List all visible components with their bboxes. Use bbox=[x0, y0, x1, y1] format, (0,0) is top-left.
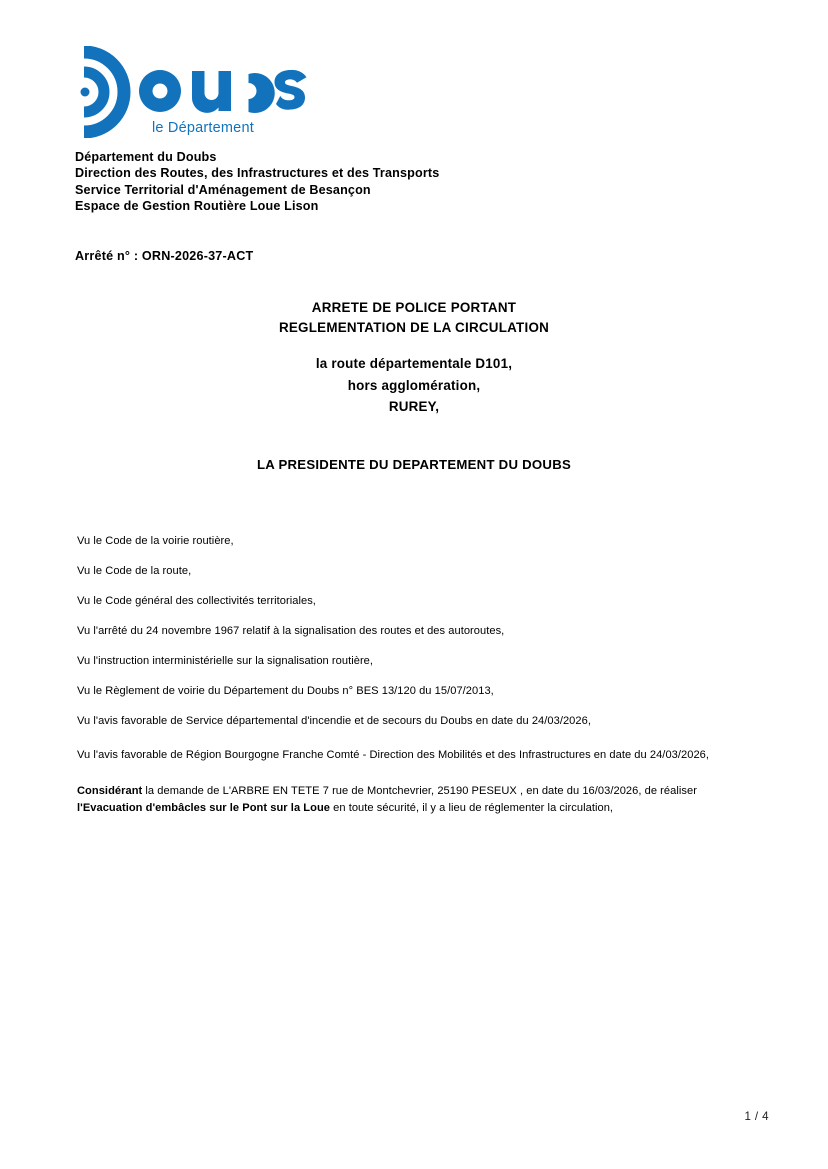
document-title-line-1: ARRETE DE POLICE PORTANT bbox=[311, 300, 517, 315]
considerant-work-description: l'Evacuation d'embâcles sur le Pont sur la Loue bbox=[77, 802, 330, 815]
considerant-text-part-1: la demande de L'ARBRE EN TETE 7 rue de Montchevrier, 25190 PESEUX , en date du 16/03/2026, de réaliser bbox=[142, 784, 697, 797]
subject-road: la route départementale D101, bbox=[315, 356, 513, 371]
subject-location-type: hors agglomération, bbox=[347, 377, 481, 393]
issuing-authority-line: LA PRESIDENTE DU DEPARTEMENT DU DOUBS bbox=[256, 457, 572, 472]
clause-item: Vu le Code général des collectivités territoriales, bbox=[77, 595, 316, 607]
considerant-keyword: Considérant bbox=[77, 784, 143, 797]
clause-item: Vu le Code de la route, bbox=[77, 565, 192, 577]
service-header bbox=[75, 149, 715, 215]
clause-item: Vu l'instruction interministérielle sur la signalisation routière, bbox=[77, 655, 374, 667]
service-header-line-3: Service Territorial d'Aménagement de Besançon bbox=[75, 182, 371, 197]
clause-item: Vu le Code de la voirie routière, bbox=[77, 535, 234, 547]
considerant-paragraph bbox=[77, 783, 732, 818]
considerant-text-part-2: en toute sécurité, il y a lieu de réglementer la circulation, bbox=[330, 802, 614, 815]
doubs-logo bbox=[76, 46, 336, 138]
arrete-reference-number: Arrêté n° : ORN-2026-37-ACT bbox=[75, 249, 254, 263]
clause-item: Vu l'arrêté du 24 novembre 1967 relatif à la signalisation des routes et des autoroutes, bbox=[77, 625, 505, 637]
document-subject bbox=[0, 353, 828, 418]
document-title bbox=[0, 298, 828, 339]
doubs-logo-svg bbox=[76, 46, 336, 138]
service-header-line-4: Espace de Gestion Routière Loue Lison bbox=[75, 199, 319, 214]
issuing-authority bbox=[0, 457, 828, 472]
service-header-line-2: Direction des Routes, des Infrastructures et des Transports bbox=[75, 166, 440, 181]
service-header-line-1: Département du Doubs bbox=[75, 150, 217, 164]
clause-item: Vu l'avis favorable de Service départemental d'incendie et de secours du Doubs en date du 24/03/2026, bbox=[77, 715, 591, 727]
legal-basis-section bbox=[77, 534, 732, 818]
subject-commune: RUREY, bbox=[388, 399, 440, 414]
clause-item: Vu le Règlement de voirie du Département du Doubs n° BES 13/120 du 15/07/2013, bbox=[77, 685, 494, 697]
document-title-line-2: REGLEMENTATION DE LA CIRCULATION bbox=[278, 320, 550, 336]
logo-tagline: le Département bbox=[152, 120, 254, 136]
clause-item: Vu l'avis favorable de Région Bourgogne Franche Comté - Direction des Mobilités et des Infrastructures en date du 24/03/2026, bbox=[77, 749, 710, 762]
page-number: 1 / 4 bbox=[744, 1110, 769, 1123]
